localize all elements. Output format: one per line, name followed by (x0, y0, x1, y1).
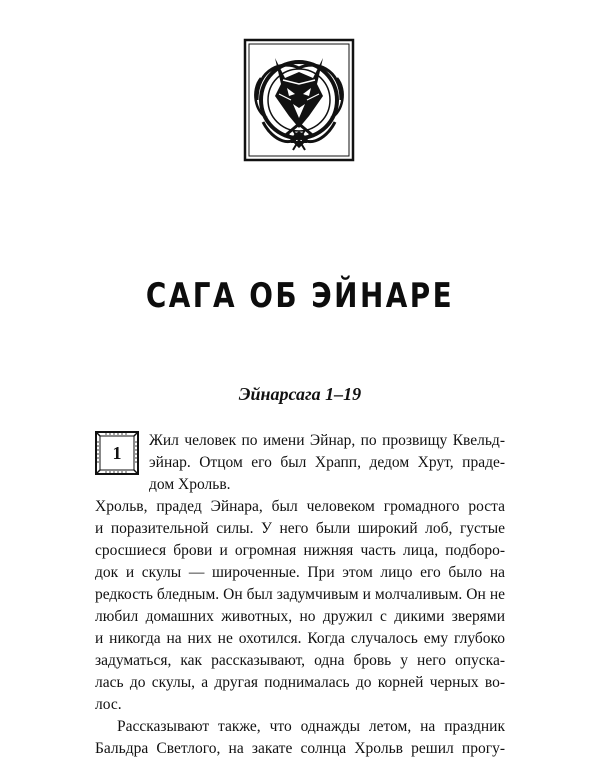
saga-subtitle: Эйнарсага 1–19 (238, 384, 362, 404)
saga-title: САГА ОБ ЭЙНАРЕ (145, 276, 455, 316)
text-line: лос. (95, 696, 122, 713)
text-line: дом Хрольв. (149, 476, 231, 493)
paragraph-1-body (95, 496, 505, 760)
text-line: док и скулы — широченные. При этом лицо его было на (95, 564, 505, 581)
text-line: сросшиеся брови и огромная нижняя часть лица, подборо- (95, 542, 505, 559)
text-line: любил домашних животных, но дружил с дикими зверями (95, 608, 505, 625)
text-line: Жил человек по имени Эйнар, по прозвищу Квельд- (149, 432, 505, 449)
text-line: редкость бледным. Он был задумчивым и молчаливым. Он не (95, 586, 505, 603)
text-line: Рассказывают также, что однажды летом, на праздник (117, 718, 505, 735)
text-line: и никогда на них не охотился. Когда случалось ему глубоко (95, 630, 505, 647)
chapter-number: 1 (112, 443, 122, 463)
text-line: Бальдра Светлого, на закате солнца Хрольв решил прогу- (95, 740, 505, 757)
text-line: и поразительной силы. У него были широкий лоб, густые (95, 520, 505, 537)
text-line: задуматься, как рассказывают, одна бровь у него опуска- (95, 652, 505, 669)
text-line: эйнар. Отцом его был Храпп, дедом Хрут, праде- (149, 454, 505, 471)
paragraph-1-opening (149, 430, 505, 496)
celtic-wolf-emblem-icon (243, 38, 355, 162)
text-line: Хрольв, прадед Эйнара, был человеком громадного роста (95, 498, 505, 515)
text-line: лась до скулы, а другая поднималась до корней черных во- (95, 674, 505, 691)
chapter-number-badge (95, 431, 139, 475)
